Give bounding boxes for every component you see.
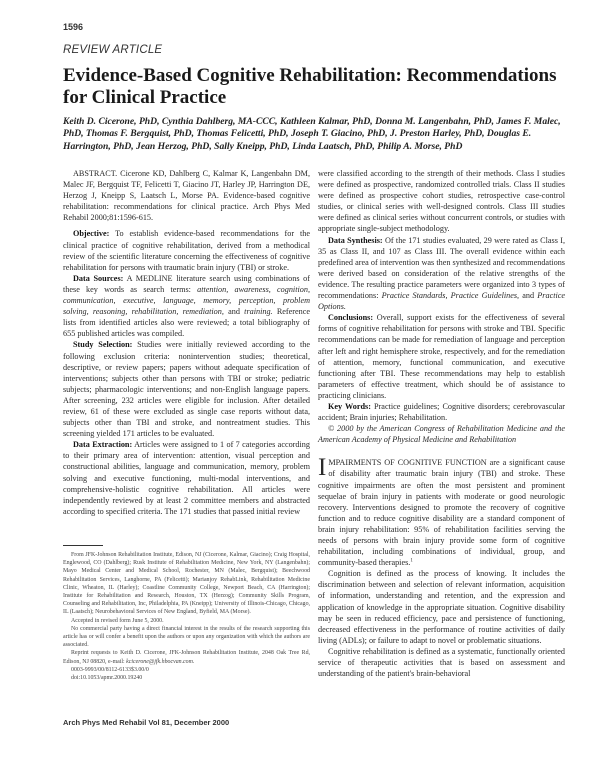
affiliations: From JFK-Johnson Rehabilitation Institute, Edison, NJ (Cicerone, Kalmar, Giacino); Craig Hospital, Englewood, CO (Dahlberg); Rusk Institute of Rehabilitation Medicine, New York, NY (Langenbahn); Mayo Medical Center and Medical School, Rochester, MN (Malec, Bergquist); Beechwood Rehabilitation Services, Langhorne, PA (Felicetti); Marianjoy RehabLink, Rehabilitation Medicine Clinic, Wheaton, IL (Harley); Coastline Community College, Newport Beach, CA (Harrington); Institute for Rehabilitation and Research, Houston, TX (Herzog); Community Skills Program, Counseling and Rehabilitation, Inc, Philadelphia, PA (Kneipp); University of Illinois-Chicago, Chicago, IL (Laatsch); Neurobehavioral Services of New England, Byfield, MA (Morse).	[63, 552, 310, 616]
reprint-text: Reprint requests to Keith D. Cicerone, JFK-Johnson Rehabilitation Institute, 2048 Oak Tree Rd, Edison, NJ 08820, e-mail:	[63, 650, 310, 665]
left-column	[63, 168, 310, 517]
drop-cap: I	[318, 454, 327, 482]
body-paragraph-2: Cognition is defined as the process of knowing. It includes the discrimination between and selection of relevant information, acquisition of information, understanding and retention, and the expression and application of knowledge in the appropriate situation. Cognitive disability may be seen in reduced efficiency, pace and persistence of functioning, decreased effectiveness in the performance of routine activities of daily living (ADLs); or failure to adapt to novel or problematic situations.	[318, 569, 565, 645]
article-title: Evidence-Based Cognitive Rehabilitation: Recommendations for Clinical Practice	[63, 65, 557, 108]
keywords-label: Key Words:	[328, 401, 371, 411]
objective-label: Objective:	[73, 229, 110, 239]
conjunction: and	[228, 307, 240, 317]
search-term-last: training.	[244, 307, 273, 317]
data-extraction-continued: were classified according to the strength of their methods. Class I studies were defined as prospective, randomized controlled trials. Class II studies were defined as prospective cohort studies, retrospective case-control studies, or clinical series with well-designed controls. Class III studies were defined as clinical series without concurrent controls, or studies with appropriate single-subject methodology.	[318, 169, 565, 234]
abstract-citation: ABSTRACT. Cicerone KD, Dahlberg C, Kalmar K, Langenbahn DM, Malec JF, Bergquist TF, Felicetti T, Giacino JT, Harley JP, Harrington DE, Herzog J, Kneipp S, Laatsch L, Morse PA. Evidence-based cognitive rehabilitation: recommendations for clinical practice. Arch Phys Med Rehabil 2000;81:1596-615.	[63, 169, 310, 223]
conjunction: and	[522, 291, 535, 301]
body-paragraph-3: Cognitive rehabilitation is defined as a systematic, functionally oriented service of therapeutic activities that is based on assessment and understanding of the patient's brain-behavioral	[318, 646, 565, 679]
conclusions-text: Overall, support exists for the effectiveness of several forms of cognitive rehabilitation for persons with stroke and TBI. Specific recommendations can be made for remediation of language and perception after left and right hemisphere stroke, respectively, and for the remediation of attention, memory, functional communication, and executive functioning after TBI. These recommendations may help to establish parameters of effective treatment, which should be of assistance to practicing clinicians.	[318, 313, 565, 400]
reference-1[interactable]: 1	[410, 558, 413, 564]
footnote-divider	[63, 545, 103, 546]
search-terms: attention, awareness, cognition, communication, executive, language, memory, perception, problem solving, reasoning, rehabilitation, remediation,	[63, 284, 310, 317]
section-label: REVIEW ARTICLE	[63, 44, 163, 56]
journal-footer: Arch Phys Med Rehabil Vol 81, December 2000	[63, 718, 230, 727]
abstract-data-extraction	[63, 439, 310, 517]
spacer	[318, 445, 565, 457]
abstract-conclusions	[318, 312, 565, 401]
abstract-keywords	[318, 401, 565, 423]
intro-caps: MPAIRMENTS OF COGNITIVE FUNCTION	[328, 458, 487, 468]
abstract-data-sources	[63, 273, 310, 340]
data-extraction-label: Data Extraction:	[73, 440, 133, 450]
abstract-study-selection	[63, 339, 310, 439]
author-list: Keith D. Cicerone, PhD, Cynthia Dahlberg, MA-CCC, Kathleen Kalmar, PhD, Donna M. Langenbahn, PhD, James F. Malec, PhD, Thomas F. Bergquist, PhD, Thomas Felicetti, PhD, Joseph T. Giacino, PhD, J. Preston Harley, PhD, Douglas E. Harrington, PhD, Jean Herzog, PhD, Sally Kneipp, PhD, Linda Laatsch, PhD, Philip A. Morse, PhD	[63, 116, 561, 152]
issn: 0003-9993/00/8112-6133$3.00/0	[71, 666, 149, 673]
footnotes	[63, 551, 310, 682]
intro-paragraph	[318, 454, 566, 568]
reprint-requests	[63, 649, 310, 665]
recommendation-types: Practice Standards, Practice Guidelines,	[381, 291, 520, 301]
study-selection-text: Studies were initially reviewed according to the following exclusion criteria: nonintervention studies; theoretical, descriptive, or review papers; papers without adequate specification of interventions; subjects other than persons with TBI or stroke; pediatric subjects; pharmacologic interventions; and non-English language papers. After screening, 232 articles were eligible for inclusion. After detailed review, 61 of these were excluded as single case reports without data, subjects other than TBI and stroke, and nontreatment studies. This screening yielded 171 articles to be evaluated.	[63, 340, 310, 439]
abstract-data-synthesis	[318, 235, 565, 313]
doi[interactable]: doi:10.1053/apmr.2000.19240	[71, 675, 143, 682]
right-column	[318, 168, 565, 679]
data-sources-text-end: Reference lists from identified articles also were reviewed; a total bibliography of 655 published articles was compiled.	[63, 307, 311, 339]
objective-text: To establish evidence-based recommendations for the clinical practice of cognitive rehabilitation, derived from a methodical review of the scientific literature concerning the effectiveness of cognitive rehabilitation for persons with traumatic brain injury (TBI) or stroke.	[63, 229, 310, 272]
data-synthesis-text: Of the 171 studies evaluated, 29 were rated as Class I, 35 as Class II, and 107 as Class III. The overall evidence within each predefined area of intervention was then synthesized and recommendations were derived based on consideration of the relative strengths of the evidence. The resulting practice parameters were organized into 3 types of recommendations:	[318, 235, 566, 301]
reprint-email[interactable]: kcicerone@jfk.hbocvan.com.	[126, 658, 195, 665]
accepted-date: Accepted in revised form June 5, 2000.	[71, 617, 164, 624]
data-synthesis-label: Data Synthesis:	[328, 235, 383, 245]
copyright-notice: © 2000 by the American Congress of Rehabilitation Medicine and the American Academy of Physical Medicine and Rehabilitation	[318, 424, 565, 445]
page-number: 1596	[63, 22, 84, 32]
study-selection-label: Study Selection:	[73, 340, 133, 350]
recommendation-type-last: Practice Options.	[318, 291, 566, 312]
data-extraction-text: Articles were assigned to 1 of 7 categories according to their primary area of intervention: attention, visual perception and constructional abilities, language and communication, memory, problem solving and executive functioning, multi-modal interventions, and comprehensive-holistic cognitive rehabilitation. All articles were independently reviewed by at least 2 committee members and abstracted according to specified criteria. The 171 studies that passed initial review	[63, 440, 310, 516]
abstract-objective	[63, 228, 310, 272]
data-sources-label: Data Sources:	[73, 273, 124, 283]
disclosure: No commercial party having a direct financial interest in the results of the research supporting this article has or will confer a benefit upon the authors or upon any organization with which the authors are associated.	[63, 625, 310, 649]
keywords-text: Practice guidelines; Cognitive disorders; cerebrovascular accident; Brain injuries; Rehabilitation.	[318, 401, 565, 423]
conclusions-label: Conclusions:	[328, 313, 374, 323]
data-sources-text: A MEDLINE literature search using combinations of these key words as search terms:	[63, 273, 310, 294]
intro-text: are a significant cause of disability after traumatic brain injury (TBI) and stroke. These cognitive impairments are often the most persistent and prominent sequelae of brain injury in patients with moderate or good neurologic recovery. Interventions designed to promote the recovery of cognitive function and to reduce cognitive disability are a standard component of brain injury rehabilitation: 95% of rehabilitation facilities serving the needs of persons with brain injury provide some form of cognitive rehabilitation, including combinations of individual, group, and community-based therapies.	[318, 458, 566, 568]
